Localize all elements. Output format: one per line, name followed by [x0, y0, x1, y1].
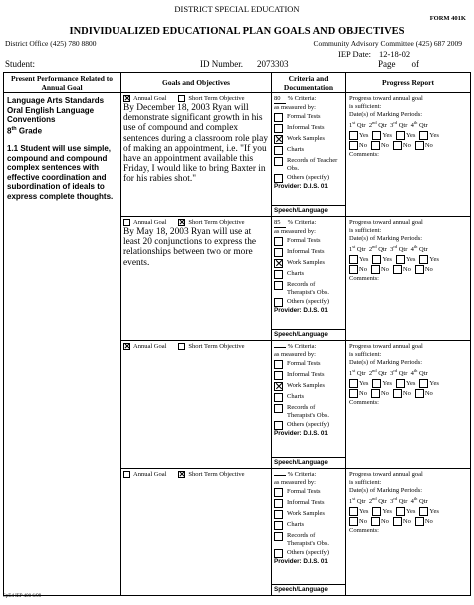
charts-label: Charts — [287, 270, 304, 278]
qtr-suffix: rd — [393, 368, 398, 373]
iep-date-field — [338, 49, 410, 59]
qtr-label: Qtr — [398, 370, 408, 378]
records-obs-checkbox[interactable] — [274, 281, 283, 290]
comments-label: Comments: — [349, 399, 379, 407]
work-samples-checkbox[interactable] — [274, 382, 283, 391]
formal-tests-checkbox[interactable] — [274, 360, 283, 369]
progress-sufficient-line-1: Progress toward annual goal — [349, 219, 423, 226]
no-label: No — [380, 389, 389, 397]
yes-checkbox[interactable] — [396, 255, 405, 264]
grade-number: 8 — [7, 126, 12, 136]
informal-tests-label: Informal Tests — [287, 499, 325, 507]
short-term-objective-label: Short Term Objective — [188, 219, 245, 226]
others-specify-label: Others (specify) — [287, 421, 330, 429]
short-term-objective-label: Short Term Objective — [188, 471, 245, 478]
speech-language-label: Speech/Language — [272, 205, 345, 216]
page-label: Page — [378, 59, 396, 69]
goal-text: By May 18, 2003 Ryan will use at least 20 conjunctions to express the relationships between two or more events. — [123, 227, 257, 268]
no-label: No — [359, 517, 367, 525]
charts-row — [274, 521, 343, 530]
goal-cell-2 — [121, 217, 272, 341]
grade-suffix: th — [11, 125, 17, 132]
criteria-percent-value — [274, 475, 286, 476]
iep-date-value: 12-18-02 — [378, 49, 411, 59]
yes-label: Yes — [429, 507, 439, 515]
work-samples-checkbox[interactable] — [274, 135, 283, 144]
yes-label: Yes — [382, 507, 392, 515]
others-specify-label: Others (specify) — [287, 549, 330, 557]
no-label: No — [380, 265, 389, 273]
no-row — [349, 389, 467, 398]
informal-tests-row — [274, 499, 343, 508]
qtr-suffix: st — [352, 496, 356, 501]
goal-row-1 — [4, 93, 471, 217]
no-checkbox[interactable] — [393, 141, 402, 150]
criteria-percent-line — [274, 471, 343, 479]
formal-tests-label: Formal Tests — [287, 360, 321, 368]
work-samples-row — [274, 382, 343, 391]
qtr-label: Qtr — [419, 370, 428, 378]
no-checkbox[interactable] — [393, 517, 402, 526]
yes-checkbox[interactable] — [396, 507, 405, 516]
yes-row — [349, 255, 467, 264]
table-header-row — [4, 73, 471, 93]
criteria-percent-line — [274, 343, 343, 351]
annual-goal-label: Annual Goal — [133, 343, 167, 350]
yes-checkbox[interactable] — [349, 379, 358, 388]
id-number-value: 2073303 — [257, 59, 289, 69]
no-label: No — [424, 141, 433, 149]
others-specify-checkbox[interactable] — [274, 298, 283, 307]
charts-checkbox[interactable] — [274, 270, 283, 279]
informal-tests-row — [274, 371, 343, 380]
qtr-suffix: rd — [393, 120, 398, 125]
records-obs-label: Records of Teacher Obs. — [287, 157, 338, 172]
district-office-phone: District Office (425) 780 8800 — [5, 39, 97, 48]
qtr-label: Qtr — [378, 370, 387, 378]
records-obs-label: Records of Therapist's Obs. — [287, 404, 329, 419]
informal-tests-row — [274, 248, 343, 257]
quarters-line: 1st Qtr 2nd Qtr 3rd Qtr 4th Qtr — [349, 368, 428, 378]
work-samples-row — [274, 135, 343, 144]
records-obs-checkbox[interactable] — [274, 404, 283, 413]
goals-header: Goals and Objectives — [121, 73, 272, 93]
goal-type-options — [123, 343, 269, 350]
criteria-cell-2 — [272, 217, 346, 341]
informal-tests-label: Informal Tests — [287, 371, 325, 379]
informal-tests-checkbox[interactable] — [274, 248, 283, 257]
provider-label: Provider: D.I.S. 01 — [274, 307, 328, 315]
standard-line-1: Language Arts Standards — [7, 96, 105, 105]
criteria-percent-value — [274, 347, 286, 348]
criteria-percent-value: 80 — [274, 95, 286, 104]
qtr-suffix: th — [413, 244, 418, 249]
no-label: No — [402, 389, 411, 397]
speech-language-label: Speech/Language — [272, 329, 345, 340]
formal-tests-label: Formal Tests — [287, 237, 321, 245]
iep-date-label: IEP Date: — [338, 49, 371, 59]
formal-tests-checkbox[interactable] — [274, 237, 283, 246]
work-samples-checkbox[interactable] — [274, 259, 283, 268]
qtr-suffix: st — [352, 120, 356, 125]
measured-by-label: as measured by: — [274, 103, 316, 111]
yes-label: Yes — [405, 131, 416, 139]
criteria-label: % Criteria: — [287, 219, 317, 226]
progress-sufficient-line-1: Progress toward annual goal — [349, 95, 423, 102]
charts-row — [274, 270, 343, 279]
short-term-objective-checkbox[interactable] — [178, 471, 185, 478]
measured-by-label: as measured by: — [274, 350, 316, 358]
yes-checkbox[interactable] — [372, 507, 381, 516]
no-label: No — [380, 141, 389, 149]
annual-goal-checkbox[interactable] — [123, 343, 130, 350]
charts-label: Charts — [287, 521, 304, 529]
qtr-suffix: nd — [372, 244, 377, 249]
qtr-label: Qtr — [356, 370, 366, 378]
criteria-label: % Criteria: — [287, 95, 317, 102]
qtr-suffix: th — [413, 368, 418, 373]
others-specify-checkbox[interactable] — [274, 549, 283, 558]
qtr-suffix: st — [352, 368, 356, 373]
qtr-label: Qtr — [378, 246, 387, 254]
qtr-suffix: th — [413, 496, 418, 501]
records-obs-label: Records of Therapist's Obs. — [287, 281, 329, 296]
page-of-label: of — [411, 59, 419, 69]
yes-label: Yes — [429, 379, 439, 387]
no-label: No — [359, 389, 367, 397]
no-checkbox[interactable] — [371, 389, 380, 398]
yes-checkbox[interactable] — [396, 379, 405, 388]
work-samples-checkbox[interactable] — [274, 510, 283, 519]
comments-label: Comments: — [349, 151, 379, 159]
records-obs-row — [274, 281, 343, 296]
id-number-label: ID Number. — [200, 59, 243, 69]
goal-cell-1 — [121, 93, 272, 217]
progress-sufficient-line-2: is sufficient: — [349, 351, 382, 358]
goal-type-options — [123, 471, 269, 478]
qtr-label: Qtr — [398, 122, 408, 130]
yes-label: Yes — [382, 131, 392, 139]
criteria-header: Criteria and Documentation — [272, 73, 346, 93]
progress-sufficient-line-2: is sufficient: — [349, 479, 382, 486]
no-label: No — [402, 141, 411, 149]
annual-goal-checkbox[interactable] — [123, 219, 130, 226]
qtr-suffix: st — [352, 244, 356, 249]
goal-text: By December 18, 2003 Ryan will demonstrate significant growth in his use of compound and complex sentences during a classroom role play of making an appointment, i.e. "If you have an appointment available this Friday, I would like to bring Baxter in for his rabies shot." — [123, 103, 269, 185]
records-obs-checkbox[interactable] — [274, 532, 283, 541]
criteria-label: % Criteria: — [287, 343, 317, 350]
advisory-committee-phone: Community Advisory Committee (425) 687 2009 — [313, 39, 462, 48]
others-specify-row — [274, 549, 343, 558]
id-number-field — [200, 59, 289, 69]
informal-tests-checkbox[interactable] — [274, 499, 283, 508]
no-label: No — [359, 141, 367, 149]
yes-label: Yes — [359, 507, 369, 515]
formal-tests-row — [274, 488, 343, 497]
form-footer: SpEd IEP 400 6/99 — [3, 594, 42, 599]
yes-checkbox[interactable] — [419, 379, 428, 388]
qtr-suffix: th — [413, 120, 418, 125]
comments-label: Comments: — [349, 275, 379, 283]
comments-label: Comments: — [349, 527, 379, 535]
present-performance-header: Present Performance Related to Annual Goal — [4, 73, 121, 93]
standard-line-2: Oral English Language — [7, 105, 95, 115]
informal-tests-checkbox[interactable] — [274, 371, 283, 380]
charts-checkbox[interactable] — [274, 521, 283, 530]
progress-cell-2 — [346, 217, 471, 341]
no-checkbox[interactable] — [349, 389, 358, 398]
work-samples-label: Work Samples — [287, 382, 325, 390]
qtr-label: Qtr — [356, 122, 366, 130]
no-checkbox[interactable] — [415, 265, 424, 274]
charts-row — [274, 146, 343, 155]
records-obs-checkbox[interactable] — [274, 157, 283, 166]
progress-sufficient-line-1: Progress toward annual goal — [349, 471, 423, 478]
qtr-label: Qtr — [419, 246, 428, 254]
speech-language-label: Speech/Language — [272, 457, 345, 468]
work-samples-row — [274, 510, 343, 519]
no-label: No — [424, 265, 433, 273]
no-label: No — [359, 265, 367, 273]
qtr-label: Qtr — [356, 498, 366, 506]
yes-label: Yes — [429, 131, 439, 139]
yes-checkbox[interactable] — [419, 131, 428, 140]
yes-label: Yes — [429, 255, 439, 263]
progress-cell-4 — [346, 469, 471, 596]
yes-checkbox[interactable] — [349, 255, 358, 264]
criteria-percent-line — [274, 219, 343, 228]
qtr-label: Qtr — [398, 246, 408, 254]
goal-cell-4 — [121, 469, 272, 596]
charts-checkbox[interactable] — [274, 393, 283, 402]
progress-cell-3 — [346, 341, 471, 469]
progress-sufficient-line-2: is sufficient: — [349, 227, 382, 234]
yes-label: Yes — [405, 255, 416, 263]
qtr-label: Qtr — [378, 498, 387, 506]
records-obs-row — [274, 532, 343, 547]
qtr-suffix: rd — [393, 496, 398, 501]
informal-tests-checkbox[interactable] — [274, 124, 283, 133]
criteria-label: % Criteria: — [287, 471, 317, 478]
criteria-percent-line — [274, 95, 343, 104]
yes-label: Yes — [382, 255, 392, 263]
yes-row — [349, 507, 467, 516]
formal-tests-checkbox[interactable] — [274, 113, 283, 122]
present-performance-cell — [4, 93, 121, 596]
goal-type-options — [123, 95, 269, 102]
annual-goal-label: Annual Goal — [133, 95, 167, 102]
no-checkbox[interactable] — [349, 517, 358, 526]
quarters-line: 1st Qtr 2nd Qtr 3rd Qtr 4th Qtr — [349, 496, 428, 506]
no-label: No — [402, 265, 411, 273]
others-specify-row — [274, 421, 343, 430]
yes-label: Yes — [405, 379, 416, 387]
annual-goal-label: Annual Goal — [133, 471, 167, 478]
no-checkbox[interactable] — [371, 517, 380, 526]
progress-header: Progress Report — [346, 73, 471, 93]
provider-label: Provider: D.I.S. 01 — [274, 430, 328, 438]
qtr-suffix: nd — [372, 496, 377, 501]
others-specify-label: Others (specify) — [287, 298, 330, 306]
others-specify-row — [274, 298, 343, 307]
yes-row — [349, 131, 467, 140]
yes-checkbox[interactable] — [372, 379, 381, 388]
criteria-cell-4 — [272, 469, 346, 596]
short-term-objective-label: Short Term Objective — [188, 95, 245, 102]
no-checkbox[interactable] — [349, 141, 358, 150]
no-label: No — [424, 517, 433, 525]
charts-label: Charts — [287, 146, 304, 154]
qtr-label: Qtr — [356, 246, 366, 254]
no-checkbox[interactable] — [393, 389, 402, 398]
speech-language-label: Speech/Language — [272, 584, 345, 595]
qtr-label: Qtr — [378, 122, 387, 130]
yes-checkbox[interactable] — [396, 131, 405, 140]
yes-row — [349, 379, 467, 388]
form-number: FORM 401K — [429, 15, 466, 22]
formal-tests-row — [274, 113, 343, 122]
informal-tests-row — [274, 124, 343, 133]
grade-line — [7, 125, 117, 136]
work-samples-label: Work Samples — [287, 510, 325, 518]
document-title: INDIVIDUALIZED EDUCATIONAL PLAN GOALS AND OBJECTIVES — [69, 26, 405, 37]
charts-label: Charts — [287, 393, 304, 401]
others-specify-label: Others (specify) — [287, 174, 330, 182]
no-label: No — [424, 389, 433, 397]
progress-sufficient-line-1: Progress toward annual goal — [349, 343, 423, 350]
annual-goal-checkbox[interactable] — [123, 95, 130, 102]
progress-sufficient-line-2: is sufficient: — [349, 103, 382, 110]
no-checkbox[interactable] — [415, 517, 424, 526]
provider-label: Provider: D.I.S. 01 — [274, 558, 328, 566]
measured-by-label: as measured by: — [274, 478, 316, 486]
qtr-suffix: rd — [393, 244, 398, 249]
student-label: Student: — [5, 59, 36, 69]
no-checkbox[interactable] — [349, 265, 358, 274]
no-row — [349, 517, 467, 526]
yes-checkbox[interactable] — [372, 131, 381, 140]
no-checkbox[interactable] — [415, 389, 424, 398]
charts-checkbox[interactable] — [274, 146, 283, 155]
quarters-line: 1st Qtr 2nd Qtr 3rd Qtr 4th Qtr — [349, 120, 428, 130]
objective-description: 1.1 Student will use simple, compound and compound complex sentences with effective coordination and subordination of ideals to express complete thoughts. — [7, 144, 114, 201]
work-samples-row — [274, 259, 343, 268]
no-row — [349, 265, 467, 274]
short-term-objective-checkbox[interactable] — [178, 95, 185, 102]
yes-checkbox[interactable] — [372, 255, 381, 264]
no-label: No — [380, 517, 389, 525]
goal-cell-3 — [121, 341, 272, 469]
yes-label: Yes — [359, 131, 369, 139]
yes-label: Yes — [405, 507, 416, 515]
yes-checkbox[interactable] — [349, 507, 358, 516]
annual-goal-label: Annual Goal — [133, 219, 167, 226]
grade-word: Grade — [18, 126, 43, 136]
work-samples-label: Work Samples — [287, 135, 325, 143]
marking-periods-label: Date(s) of Marking Periods: — [349, 487, 423, 494]
records-obs-label: Records of Therapist's Obs. — [287, 532, 329, 547]
short-term-objective-checkbox[interactable] — [178, 219, 185, 226]
others-specify-row — [274, 174, 343, 183]
qtr-label: Qtr — [419, 498, 428, 506]
formal-tests-checkbox[interactable] — [274, 488, 283, 497]
no-checkbox[interactable] — [393, 265, 402, 274]
qtr-label: Qtr — [398, 498, 408, 506]
marking-periods-label: Date(s) of Marking Periods: — [349, 359, 423, 366]
yes-checkbox[interactable] — [419, 255, 428, 264]
criteria-percent-value: 85 — [274, 219, 286, 228]
qtr-label: Qtr — [419, 122, 428, 130]
marking-periods-label: Date(s) of Marking Periods: — [349, 235, 423, 242]
page-field — [378, 59, 419, 69]
no-checkbox[interactable] — [371, 141, 380, 150]
annual-goal-checkbox[interactable] — [123, 471, 130, 478]
goals-table — [3, 72, 471, 596]
goal-type-options — [123, 219, 269, 226]
formal-tests-label: Formal Tests — [287, 113, 321, 121]
short-term-objective-checkbox[interactable] — [178, 343, 185, 350]
yes-checkbox[interactable] — [419, 507, 428, 516]
records-obs-row — [274, 157, 343, 172]
yes-checkbox[interactable] — [349, 131, 358, 140]
criteria-cell-1 — [272, 93, 346, 217]
quarters-line: 1st Qtr 2nd Qtr 3rd Qtr 4th Qtr — [349, 244, 428, 254]
measured-by-label: as measured by: — [274, 227, 316, 235]
provider-label: Provider: D.I.S. 01 — [274, 183, 328, 191]
yes-label: Yes — [382, 379, 392, 387]
charts-row — [274, 393, 343, 402]
records-obs-row — [274, 404, 343, 419]
formal-tests-row — [274, 237, 343, 246]
formal-tests-label: Formal Tests — [287, 488, 321, 496]
no-checkbox[interactable] — [415, 141, 424, 150]
work-samples-label: Work Samples — [287, 259, 325, 267]
yes-label: Yes — [359, 379, 369, 387]
progress-cell-1 — [346, 93, 471, 217]
others-specify-checkbox[interactable] — [274, 174, 283, 183]
qtr-suffix: nd — [372, 368, 377, 373]
criteria-cell-3 — [272, 341, 346, 469]
standard-line-3: Conventions — [7, 115, 56, 125]
marking-periods-label: Date(s) of Marking Periods: — [349, 111, 423, 118]
informal-tests-label: Informal Tests — [287, 124, 325, 132]
informal-tests-label: Informal Tests — [287, 248, 325, 256]
district-heading: DISTRICT SPECIAL EDUCATION — [174, 4, 300, 14]
others-specify-checkbox[interactable] — [274, 421, 283, 430]
no-label: No — [402, 517, 411, 525]
yes-label: Yes — [359, 255, 369, 263]
qtr-suffix: nd — [372, 120, 377, 125]
formal-tests-row — [274, 360, 343, 369]
short-term-objective-label: Short Term Objective — [188, 343, 245, 350]
no-checkbox[interactable] — [371, 265, 380, 274]
no-row — [349, 141, 467, 150]
